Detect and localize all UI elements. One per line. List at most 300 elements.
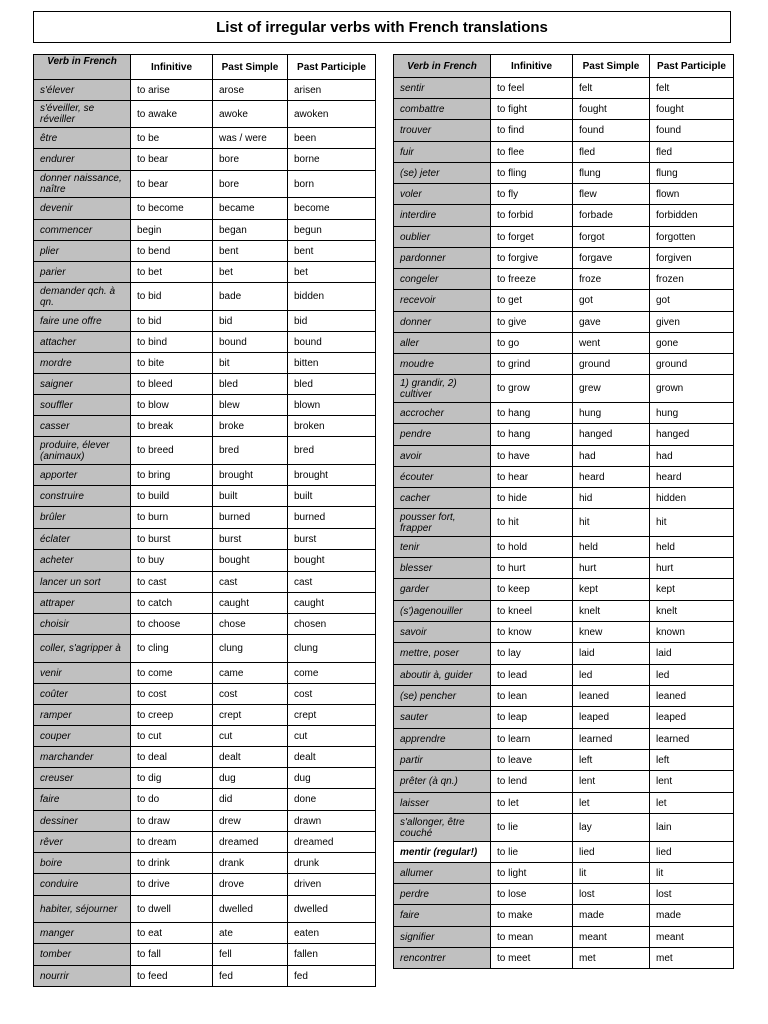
table-row bbox=[394, 290, 734, 312]
cell-verb-in-french: endurer bbox=[34, 149, 131, 171]
cell-infinitive: to hang bbox=[491, 403, 573, 424]
cell-past-participle: forgotten bbox=[650, 227, 734, 248]
cell-verb-in-french: perdre bbox=[394, 884, 491, 905]
table-row bbox=[394, 403, 734, 424]
cell-past-participle: lied bbox=[650, 842, 734, 863]
cell-past-participle: done bbox=[288, 789, 376, 811]
header-verb-in-french: Verb in French bbox=[394, 55, 491, 78]
cell-past-simple: ate bbox=[213, 923, 288, 944]
cell-verb-in-french: s'allonger, être couché bbox=[394, 814, 491, 842]
cell-verb-in-french: parier bbox=[34, 262, 131, 283]
cell-past-participle: got bbox=[650, 290, 734, 312]
table-row bbox=[394, 375, 734, 403]
cell-past-participle: flung bbox=[650, 163, 734, 184]
cell-verb-in-french: 1) grandir, 2) cultiver bbox=[394, 375, 491, 403]
cell-past-participle: cast bbox=[288, 572, 376, 593]
cell-past-participle: brought bbox=[288, 465, 376, 486]
cell-past-participle: lain bbox=[650, 814, 734, 842]
table-row bbox=[394, 142, 734, 163]
cell-past-simple: cast bbox=[213, 572, 288, 593]
cell-infinitive: to fling bbox=[491, 163, 573, 184]
cell-verb-in-french: pendre bbox=[394, 424, 491, 446]
cell-infinitive: to creep bbox=[131, 705, 213, 726]
cell-verb-in-french: produire, élever (animaux) bbox=[34, 437, 131, 465]
table-row bbox=[34, 416, 376, 437]
cell-past-participle: bent bbox=[288, 241, 376, 262]
table-row bbox=[34, 923, 376, 944]
cell-past-simple: held bbox=[573, 537, 650, 558]
cell-infinitive: to learn bbox=[491, 729, 573, 750]
header-past-participle: Past Participle bbox=[650, 55, 734, 78]
cell-past-participle: burned bbox=[288, 507, 376, 529]
cell-past-simple: met bbox=[573, 948, 650, 969]
table-row bbox=[394, 467, 734, 488]
cell-past-participle: made bbox=[650, 905, 734, 927]
cell-verb-in-french: allumer bbox=[394, 863, 491, 884]
cell-infinitive: to grow bbox=[491, 375, 573, 403]
cell-past-simple: let bbox=[573, 793, 650, 814]
cell-past-simple: knew bbox=[573, 622, 650, 643]
cell-past-participle: bitten bbox=[288, 353, 376, 374]
table-row bbox=[34, 311, 376, 332]
table-row bbox=[394, 750, 734, 771]
cell-infinitive: to hang bbox=[491, 424, 573, 446]
cell-past-simple: hit bbox=[573, 509, 650, 537]
cell-past-participle: arisen bbox=[288, 80, 376, 101]
cell-infinitive: to lend bbox=[491, 771, 573, 793]
cell-verb-in-french: savoir bbox=[394, 622, 491, 643]
table-row bbox=[394, 927, 734, 948]
table-row bbox=[394, 424, 734, 446]
cell-past-simple: laid bbox=[573, 643, 650, 665]
cell-infinitive: to eat bbox=[131, 923, 213, 944]
table-row bbox=[34, 283, 376, 311]
cell-infinitive: to go bbox=[491, 333, 573, 354]
cell-infinitive: to draw bbox=[131, 811, 213, 832]
table-row bbox=[394, 707, 734, 729]
cell-infinitive: to blow bbox=[131, 395, 213, 416]
table-row bbox=[34, 220, 376, 241]
table-row bbox=[34, 437, 376, 465]
table-row bbox=[394, 163, 734, 184]
cell-verb-in-french: cacher bbox=[394, 488, 491, 509]
table-row bbox=[34, 353, 376, 374]
cell-past-participle: bidden bbox=[288, 283, 376, 311]
cell-past-participle: kept bbox=[650, 579, 734, 601]
cell-infinitive: to grind bbox=[491, 354, 573, 375]
table-row bbox=[34, 332, 376, 353]
cell-infinitive: to fight bbox=[491, 99, 573, 120]
cell-infinitive: to arise bbox=[131, 80, 213, 101]
cell-verb-in-french: attraper bbox=[34, 593, 131, 614]
table-row bbox=[394, 793, 734, 814]
table-row bbox=[394, 333, 734, 354]
cell-past-simple: caught bbox=[213, 593, 288, 614]
table-row bbox=[34, 374, 376, 395]
cell-verb-in-french: choisir bbox=[34, 614, 131, 635]
cell-infinitive: to dwell bbox=[131, 896, 213, 923]
cell-infinitive: to kneel bbox=[491, 601, 573, 622]
cell-past-simple: got bbox=[573, 290, 650, 312]
cell-infinitive: to bear bbox=[131, 149, 213, 171]
cell-past-participle: bred bbox=[288, 437, 376, 465]
cell-past-simple: lied bbox=[573, 842, 650, 863]
table-row bbox=[34, 684, 376, 705]
cell-past-participle: leaned bbox=[650, 686, 734, 707]
cell-past-participle: held bbox=[650, 537, 734, 558]
cell-verb-in-french: voler bbox=[394, 184, 491, 205]
cell-verb-in-french: apprendre bbox=[394, 729, 491, 750]
cell-past-participle: left bbox=[650, 750, 734, 771]
cell-past-participle: blown bbox=[288, 395, 376, 416]
cell-verb-in-french: s'éveiller, se réveiller bbox=[34, 101, 131, 128]
cell-past-simple: fed bbox=[213, 966, 288, 987]
cell-infinitive: begin bbox=[131, 220, 213, 241]
table-row bbox=[394, 601, 734, 622]
cell-past-simple: cost bbox=[213, 684, 288, 705]
cell-past-simple: gave bbox=[573, 312, 650, 333]
cell-verb-in-french: blesser bbox=[394, 558, 491, 579]
cell-verb-in-french: donner bbox=[394, 312, 491, 333]
cell-infinitive: to lose bbox=[491, 884, 573, 905]
cell-verb-in-french: sentir bbox=[394, 78, 491, 99]
cell-infinitive: to hurt bbox=[491, 558, 573, 579]
cell-past-participle: cost bbox=[288, 684, 376, 705]
cell-verb-in-french: tomber bbox=[34, 944, 131, 966]
header-past-participle: Past Participle bbox=[288, 55, 376, 80]
cell-verb-in-french: rencontrer bbox=[394, 948, 491, 969]
cell-verb-in-french: (se) pencher bbox=[394, 686, 491, 707]
cell-past-simple: broke bbox=[213, 416, 288, 437]
cell-past-simple: drank bbox=[213, 853, 288, 874]
cell-past-simple: burst bbox=[213, 529, 288, 550]
cell-verb-in-french: casser bbox=[34, 416, 131, 437]
table-row bbox=[394, 842, 734, 863]
cell-verb-in-french: pardonner bbox=[394, 248, 491, 269]
cell-infinitive: to bear bbox=[131, 171, 213, 198]
cell-past-simple: built bbox=[213, 486, 288, 507]
cell-past-participle: flown bbox=[650, 184, 734, 205]
table-row bbox=[34, 529, 376, 550]
table-row bbox=[34, 395, 376, 416]
cell-past-participle: fled bbox=[650, 142, 734, 163]
cell-infinitive: to burn bbox=[131, 507, 213, 529]
table-row bbox=[394, 312, 734, 333]
table-row bbox=[394, 248, 734, 269]
cell-past-participle: eaten bbox=[288, 923, 376, 944]
cell-infinitive: to lay bbox=[491, 643, 573, 665]
cell-past-simple: burned bbox=[213, 507, 288, 529]
cell-verb-in-french: saigner bbox=[34, 374, 131, 395]
cell-infinitive: to feel bbox=[491, 78, 573, 99]
cell-verb-in-french: rêver bbox=[34, 832, 131, 853]
table-row bbox=[34, 171, 376, 198]
cell-verb-in-french: (s')agenouiller bbox=[394, 601, 491, 622]
cell-infinitive: to dig bbox=[131, 768, 213, 789]
cell-verb-in-french: creuser bbox=[34, 768, 131, 789]
table-row bbox=[394, 354, 734, 375]
cell-past-participle: driven bbox=[288, 874, 376, 896]
cell-verb-in-french: éclater bbox=[34, 529, 131, 550]
cell-past-participle: born bbox=[288, 171, 376, 198]
cell-past-participle: frozen bbox=[650, 269, 734, 290]
table-row bbox=[34, 966, 376, 987]
cell-past-simple: bit bbox=[213, 353, 288, 374]
table-header-row bbox=[394, 55, 734, 78]
cell-past-simple: dealt bbox=[213, 747, 288, 768]
cell-past-participle: dug bbox=[288, 768, 376, 789]
cell-infinitive: to freeze bbox=[491, 269, 573, 290]
cell-past-simple: knelt bbox=[573, 601, 650, 622]
table-row bbox=[34, 832, 376, 853]
cell-verb-in-french: manger bbox=[34, 923, 131, 944]
cell-infinitive: to bid bbox=[131, 311, 213, 332]
table-row bbox=[34, 614, 376, 635]
table-row bbox=[34, 128, 376, 149]
cell-past-participle: ground bbox=[650, 354, 734, 375]
cell-past-simple: fought bbox=[573, 99, 650, 120]
cell-past-simple: froze bbox=[573, 269, 650, 290]
cell-past-simple: dreamed bbox=[213, 832, 288, 853]
cell-past-simple: flew bbox=[573, 184, 650, 205]
cell-past-simple: bet bbox=[213, 262, 288, 283]
cell-past-participle: dwelled bbox=[288, 896, 376, 923]
cell-verb-in-french: prêter (à qn.) bbox=[394, 771, 491, 793]
cell-infinitive: to choose bbox=[131, 614, 213, 635]
table-row bbox=[394, 446, 734, 467]
cell-past-participle: bled bbox=[288, 374, 376, 395]
cell-infinitive: to fly bbox=[491, 184, 573, 205]
table-row bbox=[34, 896, 376, 923]
cell-past-simple: hid bbox=[573, 488, 650, 509]
cell-verb-in-french: accrocher bbox=[394, 403, 491, 424]
cell-past-simple: dug bbox=[213, 768, 288, 789]
table-row bbox=[34, 747, 376, 768]
cell-past-simple: fell bbox=[213, 944, 288, 966]
cell-verb-in-french: combattre bbox=[394, 99, 491, 120]
table-row bbox=[34, 507, 376, 529]
table-row bbox=[394, 205, 734, 227]
cell-verb-in-french: avoir bbox=[394, 446, 491, 467]
cell-verb-in-french: nourrir bbox=[34, 966, 131, 987]
table-row bbox=[394, 78, 734, 99]
table-row bbox=[34, 768, 376, 789]
cell-infinitive: to breed bbox=[131, 437, 213, 465]
cell-past-participle: hung bbox=[650, 403, 734, 424]
cell-verb-in-french: partir bbox=[394, 750, 491, 771]
cell-past-participle: dealt bbox=[288, 747, 376, 768]
cell-infinitive: to lean bbox=[491, 686, 573, 707]
cell-past-simple: hanged bbox=[573, 424, 650, 446]
verb-table-right bbox=[393, 54, 734, 969]
cell-infinitive: to buy bbox=[131, 550, 213, 572]
table-row bbox=[394, 99, 734, 120]
cell-past-participle: become bbox=[288, 198, 376, 220]
cell-past-simple: awoke bbox=[213, 101, 288, 128]
cell-infinitive: to bid bbox=[131, 283, 213, 311]
cell-past-participle: chosen bbox=[288, 614, 376, 635]
cell-verb-in-french: venir bbox=[34, 663, 131, 684]
cell-infinitive: to catch bbox=[131, 593, 213, 614]
cell-past-simple: felt bbox=[573, 78, 650, 99]
cell-infinitive: to drink bbox=[131, 853, 213, 874]
cell-past-participle: dreamed bbox=[288, 832, 376, 853]
cell-past-participle: laid bbox=[650, 643, 734, 665]
cell-infinitive: to cut bbox=[131, 726, 213, 747]
cell-verb-in-french: faire bbox=[394, 905, 491, 927]
table-row bbox=[34, 853, 376, 874]
cell-past-participle: felt bbox=[650, 78, 734, 99]
table-row bbox=[34, 663, 376, 684]
cell-past-simple: flung bbox=[573, 163, 650, 184]
cell-past-participle: let bbox=[650, 793, 734, 814]
cell-past-participle: had bbox=[650, 446, 734, 467]
cell-infinitive: to bleed bbox=[131, 374, 213, 395]
cell-past-participle: hanged bbox=[650, 424, 734, 446]
cell-past-participle: known bbox=[650, 622, 734, 643]
cell-infinitive: to build bbox=[131, 486, 213, 507]
cell-past-simple: bid bbox=[213, 311, 288, 332]
cell-past-simple: arose bbox=[213, 80, 288, 101]
table-row bbox=[34, 262, 376, 283]
cell-infinitive: to keep bbox=[491, 579, 573, 601]
table-row bbox=[394, 622, 734, 643]
cell-past-simple: hung bbox=[573, 403, 650, 424]
cell-past-participle: meant bbox=[650, 927, 734, 948]
cell-past-simple: led bbox=[573, 665, 650, 686]
cell-infinitive: to dream bbox=[131, 832, 213, 853]
cell-infinitive: to forgive bbox=[491, 248, 573, 269]
table-row bbox=[34, 944, 376, 966]
cell-infinitive: to flee bbox=[491, 142, 573, 163]
cell-past-simple: lent bbox=[573, 771, 650, 793]
cell-verb-in-french: coller, s'agripper à bbox=[34, 635, 131, 663]
cell-past-simple: leaned bbox=[573, 686, 650, 707]
cell-infinitive: to hear bbox=[491, 467, 573, 488]
table-row bbox=[34, 874, 376, 896]
cell-verb-in-french: recevoir bbox=[394, 290, 491, 312]
cell-past-participle: grown bbox=[650, 375, 734, 403]
cell-past-participle: broken bbox=[288, 416, 376, 437]
cell-past-simple: brought bbox=[213, 465, 288, 486]
table-row bbox=[394, 269, 734, 290]
cell-verb-in-french: construire bbox=[34, 486, 131, 507]
table-row bbox=[34, 80, 376, 101]
table-row bbox=[394, 579, 734, 601]
cell-past-simple: bade bbox=[213, 283, 288, 311]
cell-past-simple: lost bbox=[573, 884, 650, 905]
cell-past-participle: found bbox=[650, 120, 734, 142]
cell-past-simple: lay bbox=[573, 814, 650, 842]
cell-verb-in-french: devenir bbox=[34, 198, 131, 220]
cell-past-participle: given bbox=[650, 312, 734, 333]
cell-past-participle: bound bbox=[288, 332, 376, 353]
cell-infinitive: to fall bbox=[131, 944, 213, 966]
cell-past-simple: heard bbox=[573, 467, 650, 488]
cell-verb-in-french: attacher bbox=[34, 332, 131, 353]
cell-verb-in-french: habiter, séjourner bbox=[34, 896, 131, 923]
cell-infinitive: to deal bbox=[131, 747, 213, 768]
cell-past-simple: began bbox=[213, 220, 288, 241]
table-row bbox=[34, 593, 376, 614]
cell-infinitive: to feed bbox=[131, 966, 213, 987]
cell-past-participle: fallen bbox=[288, 944, 376, 966]
cell-infinitive: to mean bbox=[491, 927, 573, 948]
cell-past-simple: lit bbox=[573, 863, 650, 884]
cell-verb-in-french: conduire bbox=[34, 874, 131, 896]
cell-verb-in-french: interdire bbox=[394, 205, 491, 227]
cell-infinitive: to meet bbox=[491, 948, 573, 969]
cell-past-participle: heard bbox=[650, 467, 734, 488]
cell-past-simple: grew bbox=[573, 375, 650, 403]
cell-past-simple: made bbox=[573, 905, 650, 927]
cell-past-simple: went bbox=[573, 333, 650, 354]
cell-infinitive: to cling bbox=[131, 635, 213, 663]
cell-past-simple: forgave bbox=[573, 248, 650, 269]
cell-verb-in-french: plier bbox=[34, 241, 131, 262]
cell-infinitive: to give bbox=[491, 312, 573, 333]
cell-verb-in-french: mentir (regular!) bbox=[394, 842, 491, 863]
cell-verb-in-french: laisser bbox=[394, 793, 491, 814]
cell-past-participle: fed bbox=[288, 966, 376, 987]
cell-verb-in-french: aller bbox=[394, 333, 491, 354]
cell-past-participle: lent bbox=[650, 771, 734, 793]
cell-infinitive: to drive bbox=[131, 874, 213, 896]
cell-infinitive: to hold bbox=[491, 537, 573, 558]
cell-past-participle: gone bbox=[650, 333, 734, 354]
cell-verb-in-french: couper bbox=[34, 726, 131, 747]
table-row bbox=[34, 550, 376, 572]
cell-past-participle: drawn bbox=[288, 811, 376, 832]
cell-verb-in-french: boire bbox=[34, 853, 131, 874]
cell-past-simple: chose bbox=[213, 614, 288, 635]
cell-infinitive: to come bbox=[131, 663, 213, 684]
cell-past-participle: led bbox=[650, 665, 734, 686]
page-title: List of irregular verbs with French translations bbox=[33, 11, 731, 43]
cell-past-simple: bled bbox=[213, 374, 288, 395]
cell-past-simple: learned bbox=[573, 729, 650, 750]
table-row bbox=[394, 643, 734, 665]
cell-past-participle: been bbox=[288, 128, 376, 149]
cell-past-simple: leaped bbox=[573, 707, 650, 729]
cell-past-participle: hurt bbox=[650, 558, 734, 579]
cell-past-simple: had bbox=[573, 446, 650, 467]
cell-infinitive: to leave bbox=[491, 750, 573, 771]
cell-past-simple: meant bbox=[573, 927, 650, 948]
cell-infinitive: to cost bbox=[131, 684, 213, 705]
cell-past-participle: leaped bbox=[650, 707, 734, 729]
cell-past-participle: awoken bbox=[288, 101, 376, 128]
cell-verb-in-french: donner naissance, naître bbox=[34, 171, 131, 198]
cell-verb-in-french: ramper bbox=[34, 705, 131, 726]
table-row bbox=[34, 198, 376, 220]
cell-infinitive: to find bbox=[491, 120, 573, 142]
table-row bbox=[34, 789, 376, 811]
table-row bbox=[394, 948, 734, 969]
table-header-row bbox=[34, 55, 376, 80]
cell-past-simple: fled bbox=[573, 142, 650, 163]
cell-past-participle: caught bbox=[288, 593, 376, 614]
cell-past-simple: did bbox=[213, 789, 288, 811]
cell-past-simple: came bbox=[213, 663, 288, 684]
cell-past-participle: cut bbox=[288, 726, 376, 747]
cell-past-simple: ground bbox=[573, 354, 650, 375]
cell-past-participle: bet bbox=[288, 262, 376, 283]
cell-infinitive: to get bbox=[491, 290, 573, 312]
table-row bbox=[34, 705, 376, 726]
cell-past-simple: bound bbox=[213, 332, 288, 353]
cell-past-participle: forgiven bbox=[650, 248, 734, 269]
